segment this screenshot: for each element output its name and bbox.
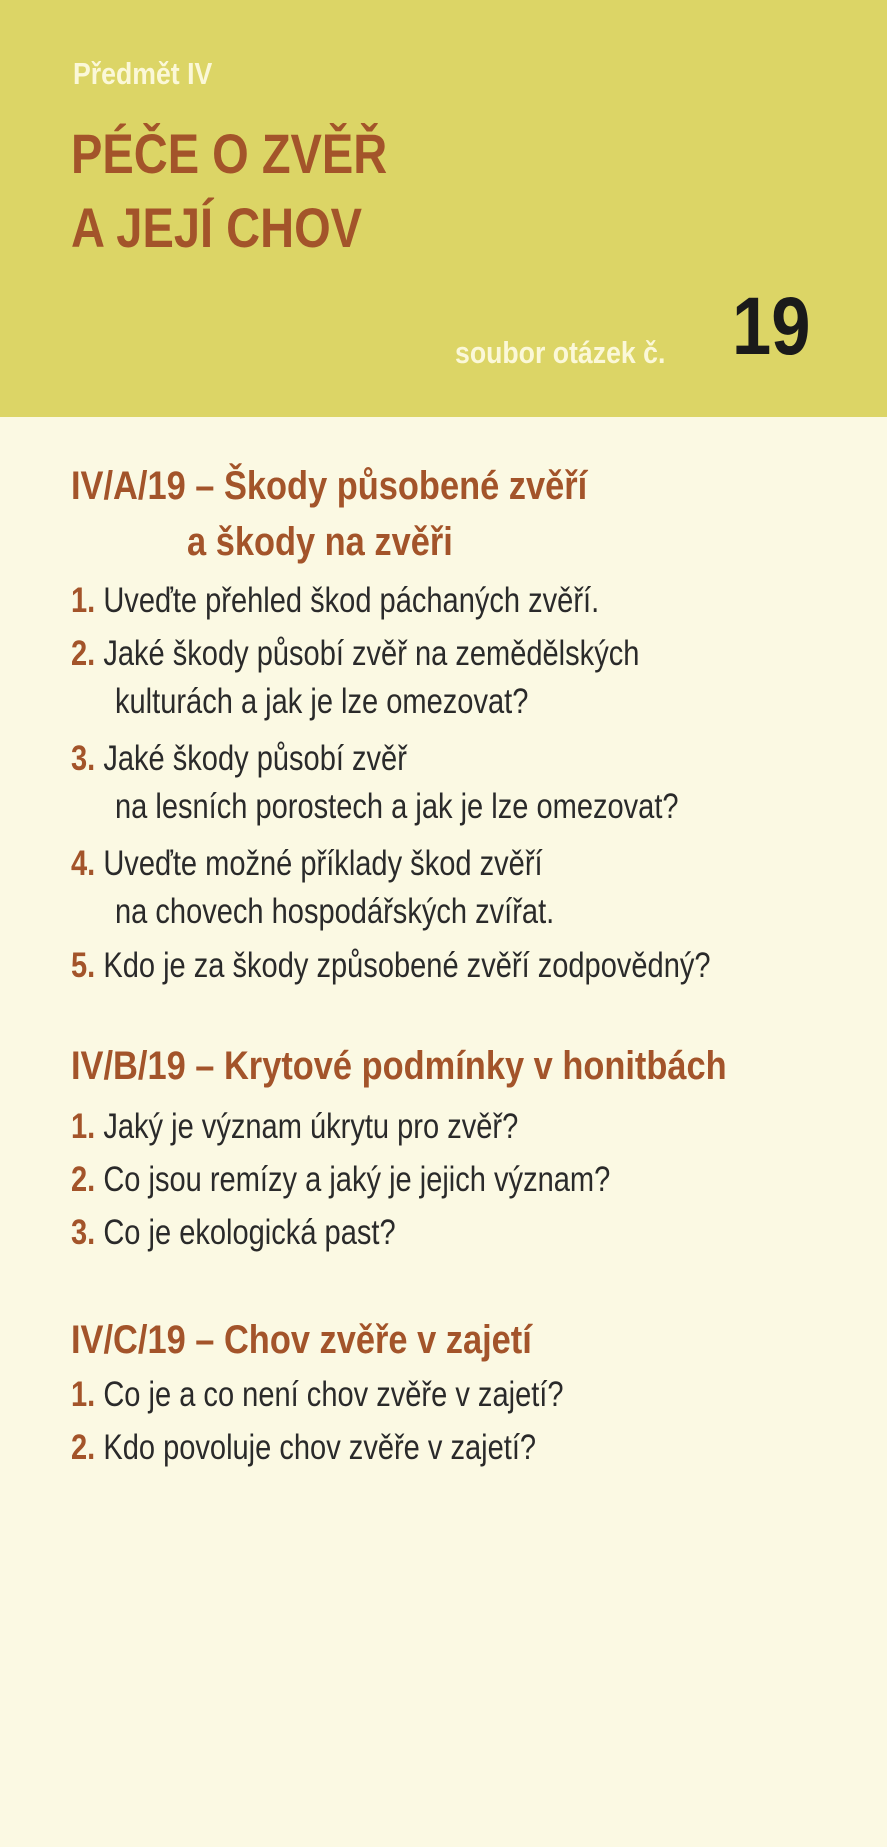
question-b1 <box>71 1109 518 1144</box>
question-text: Jaké škody působí zvěř <box>103 739 407 778</box>
question-number: 3. <box>71 739 96 778</box>
question-c1 <box>71 1377 564 1412</box>
question-number: 1. <box>71 1375 96 1414</box>
question-a3-cont: na lesních porostech a jak je lze omezovat? <box>115 787 679 826</box>
question-text: Co je a co není chov zvěře v zajetí? <box>103 1375 564 1414</box>
question-set-number: 19 <box>732 281 811 372</box>
page-title-line2: A JEJÍ CHOV <box>71 196 363 259</box>
question-a4-cont: na chovech hospodářských zvířat. <box>115 892 555 931</box>
question-number: 2. <box>71 634 96 673</box>
question-a4 <box>71 846 543 881</box>
question-number: 5. <box>71 946 96 985</box>
question-text: Jaký je význam úkrytu pro zvěř? <box>103 1107 519 1146</box>
question-text: Uveďte přehled škod páchaných zvěří. <box>103 581 600 620</box>
question-a2 <box>71 636 639 671</box>
section-heading-a: IV/A/19 – Škody působené zvěří <box>71 464 588 508</box>
section-heading-c: IV/C/19 – Chov zvěře v zajetí <box>71 1318 532 1362</box>
question-text: Jaké škody působí zvěř na zemědělských <box>103 634 640 673</box>
question-number: 3. <box>71 1213 96 1252</box>
question-number: 1. <box>71 1107 96 1146</box>
question-a3 <box>71 741 407 776</box>
page-title-line1: PÉČE O ZVĚŘ <box>71 122 388 185</box>
question-b2 <box>71 1162 610 1197</box>
question-a5 <box>71 948 711 983</box>
question-number: 2. <box>71 1428 96 1467</box>
question-number: 2. <box>71 1160 96 1199</box>
question-text: Uveďte možné příklady škod zvěří <box>103 844 543 883</box>
question-text: Co jsou remízy a jaký je jejich význam? <box>103 1160 611 1199</box>
question-a1 <box>71 583 599 618</box>
question-number: 4. <box>71 844 96 883</box>
section-heading-b: IV/B/19 – Krytové podmínky v honitbách <box>71 1044 727 1088</box>
question-a2-cont: kulturách a jak je lze omezovat? <box>115 682 529 721</box>
section-heading-a-cont: a škody na zvěři <box>187 520 453 564</box>
header-band <box>0 0 887 417</box>
question-text: Co je ekologická past? <box>103 1213 396 1252</box>
question-set-label: soubor otázek č. <box>455 335 666 370</box>
subject-label: Předmět IV <box>73 56 213 91</box>
question-number: 1. <box>71 581 96 620</box>
question-text: Kdo povoluje chov zvěře v zajetí? <box>103 1428 537 1467</box>
question-b3 <box>71 1215 396 1250</box>
question-c2 <box>71 1430 536 1465</box>
question-text: Kdo je za škody způsobené zvěří zodpovědný? <box>103 946 711 985</box>
